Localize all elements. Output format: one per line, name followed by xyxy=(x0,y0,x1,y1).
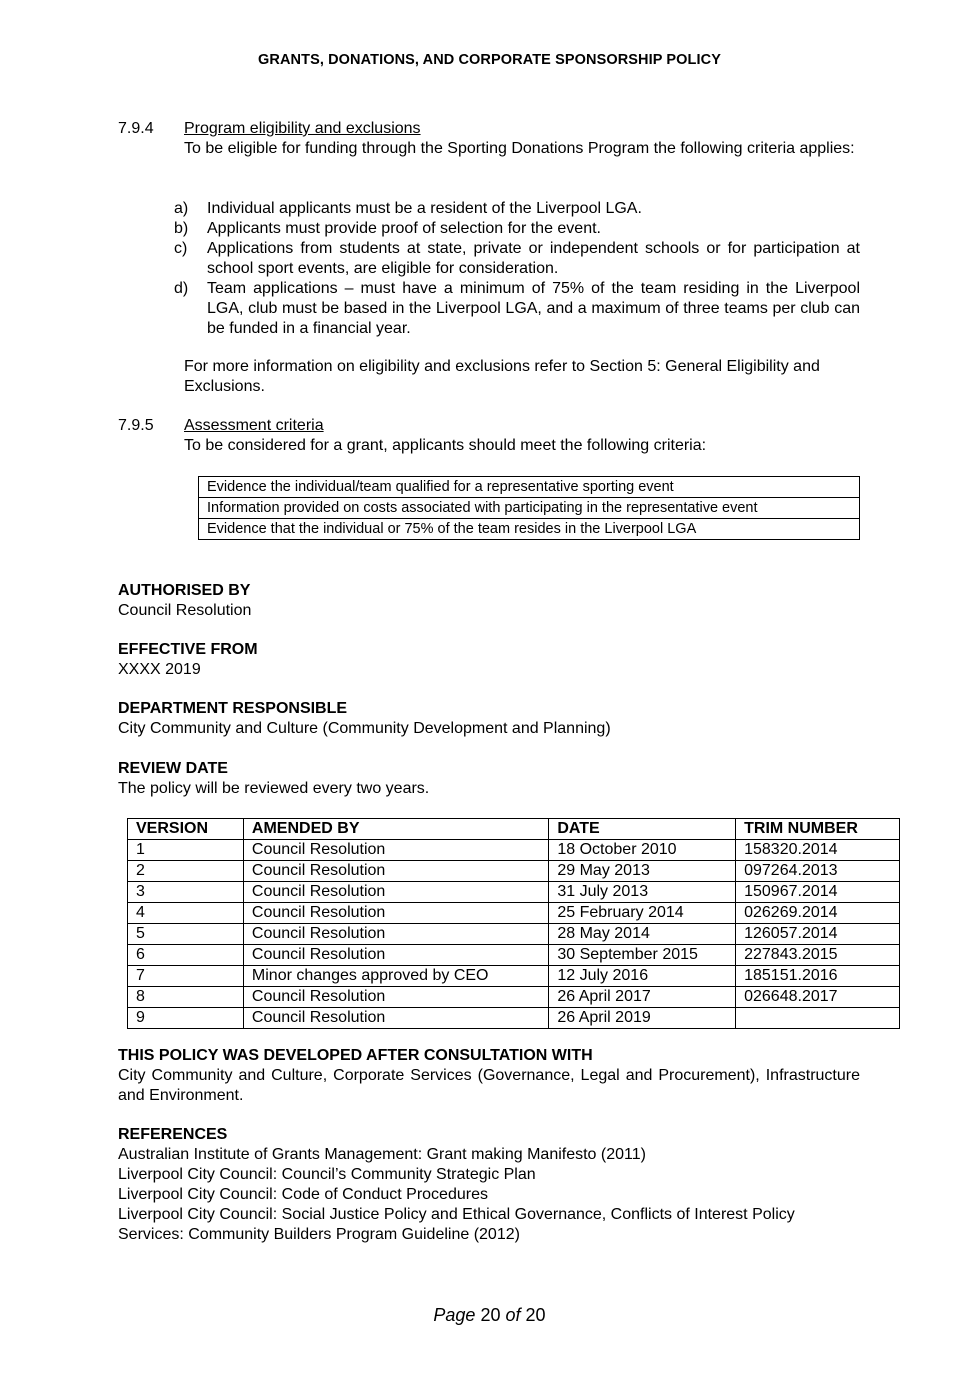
table-row xyxy=(128,987,900,1008)
table-row xyxy=(128,861,900,882)
section-number-7-9-5: 7.9.5 xyxy=(118,417,154,434)
section-7-9-4 xyxy=(184,119,860,159)
table-cell: 5 xyxy=(128,924,244,945)
section-heading: Program eligibility and exclusions xyxy=(184,120,421,137)
table-cell: Evidence the individual/team qualified for a representative sporting event xyxy=(199,477,860,498)
authorised-by-value: Council Resolution xyxy=(118,602,252,619)
section-intro: To be considered for a grant, applicants should meet the following criteria: xyxy=(184,437,707,454)
table-cell: 097264.2013 xyxy=(736,861,900,882)
table-cell: 25 February 2014 xyxy=(549,903,736,924)
table-cell: 31 July 2013 xyxy=(549,882,736,903)
table-cell xyxy=(736,1008,900,1029)
table-cell: 18 October 2010 xyxy=(549,840,736,861)
list-item-text: Applications from students at state, private or independent schools or for participation at school sport events, are eligible for consideration. xyxy=(207,240,860,277)
reference-item: Liverpool City Council: Code of Conduct Procedures xyxy=(118,1186,488,1203)
list-item-label: b) xyxy=(174,220,189,237)
list-item xyxy=(174,219,860,239)
column-header-date: DATE xyxy=(549,819,736,840)
table-cell: 150967.2014 xyxy=(736,882,900,903)
table-cell: 28 May 2014 xyxy=(549,924,736,945)
table-cell: 026648.2017 xyxy=(736,987,900,1008)
table-cell: 12 July 2016 xyxy=(549,966,736,987)
table-row xyxy=(128,882,900,903)
table-row xyxy=(128,840,900,861)
table-cell: Council Resolution xyxy=(243,924,548,945)
table-cell: Evidence that the individual or 75% of the team resides in the Liverpool LGA xyxy=(199,519,860,540)
column-header-version: VERSION xyxy=(128,819,244,840)
more-info-text: For more information on eligibility and exclusions refer to Section 5: General Eligibility and Exclusions. xyxy=(184,358,820,395)
criteria-table xyxy=(198,476,860,540)
department-heading: DEPARTMENT RESPONSIBLE xyxy=(118,700,348,717)
table-cell: Council Resolution xyxy=(243,945,548,966)
table-cell: Council Resolution xyxy=(243,987,548,1008)
references-heading: REFERENCES xyxy=(118,1126,228,1143)
table-cell: Council Resolution xyxy=(243,903,548,924)
department-value: City Community and Culture (Community Development and Planning) xyxy=(118,720,611,737)
column-header-amended-by: AMENDED BY xyxy=(243,819,548,840)
list-item xyxy=(174,279,860,339)
page-total: 20 xyxy=(525,1305,546,1325)
list-item xyxy=(174,239,860,279)
list-item-label: d) xyxy=(174,280,189,297)
list-item-label: a) xyxy=(174,200,189,217)
table-row xyxy=(128,966,900,987)
table-cell: Council Resolution xyxy=(243,840,548,861)
table-cell: 2 xyxy=(128,861,244,882)
reference-item: Liverpool City Council: Social Justice Policy and Ethical Governance, Conflicts of Interest Policy xyxy=(118,1206,795,1223)
references-list xyxy=(118,1145,878,1245)
list-item-text: Team applications – must have a minimum of 75% of the team residing in the Liverpool LGA, club must be based in the Liverpool LGA, and a maximum of three teams per club can be funded in a financial year. xyxy=(207,280,860,337)
list-item-text: Applicants must provide proof of selection for the event. xyxy=(207,220,601,237)
table-row xyxy=(128,924,900,945)
table-cell: 4 xyxy=(128,903,244,924)
table-cell: 29 May 2013 xyxy=(549,861,736,882)
table-cell: 126057.2014 xyxy=(736,924,900,945)
table-cell: Council Resolution xyxy=(243,882,548,903)
table-cell: 158320.2014 xyxy=(736,840,900,861)
table-cell: 026269.2014 xyxy=(736,903,900,924)
consultation-heading: THIS POLICY WAS DEVELOPED AFTER CONSULTATION WITH xyxy=(118,1047,593,1064)
table-row xyxy=(128,903,900,924)
page-header: GRANTS, DONATIONS, AND CORPORATE SPONSORSHIP POLICY xyxy=(258,52,721,68)
table-cell: 227843.2015 xyxy=(736,945,900,966)
page-word: Page xyxy=(433,1305,476,1325)
reference-item: Services: Community Builders Program Guideline (2012) xyxy=(118,1226,520,1243)
table-cell: 1 xyxy=(128,840,244,861)
list-item xyxy=(174,199,860,219)
table-row xyxy=(199,519,860,540)
table-cell: 9 xyxy=(128,1008,244,1029)
of-word: of xyxy=(505,1305,521,1325)
table-cell: 6 xyxy=(128,945,244,966)
section-intro: To be eligible for funding through the Sporting Donations Program the following criteria applies: xyxy=(184,140,855,157)
table-cell: Council Resolution xyxy=(243,1008,548,1029)
eligibility-list xyxy=(174,199,860,339)
table-cell: 30 September 2015 xyxy=(549,945,736,966)
effective-from-heading: EFFECTIVE FROM xyxy=(118,641,258,658)
list-item-text: Individual applicants must be a resident of the Liverpool LGA. xyxy=(207,200,642,217)
table-cell: 7 xyxy=(128,966,244,987)
column-header-trim-number: TRIM NUMBER xyxy=(736,819,900,840)
table-cell: Minor changes approved by CEO xyxy=(243,966,548,987)
table-row xyxy=(199,477,860,498)
reference-item: Australian Institute of Grants Management: Grant making Manifesto (2011) xyxy=(118,1146,646,1163)
page-number: 20 xyxy=(480,1305,501,1325)
table-header-row xyxy=(128,819,900,840)
list-item-label: c) xyxy=(174,240,188,257)
version-table xyxy=(127,818,900,1029)
table-row xyxy=(128,945,900,966)
review-date-heading: REVIEW DATE xyxy=(118,760,228,777)
table-cell: Council Resolution xyxy=(243,861,548,882)
authorised-by-heading: AUTHORISED BY xyxy=(118,582,251,599)
page-footer xyxy=(0,1305,979,1326)
table-cell: 8 xyxy=(128,987,244,1008)
table-row xyxy=(128,1008,900,1029)
table-cell: 3 xyxy=(128,882,244,903)
table-cell: 26 April 2019 xyxy=(549,1008,736,1029)
section-number-7-9-4: 7.9.4 xyxy=(118,120,154,137)
consultation-value: City Community and Culture, Corporate Services (Governance, Legal and Procurement), Infrastructure and Environment. xyxy=(118,1067,860,1104)
reference-item: Liverpool City Council: Council’s Community Strategic Plan xyxy=(118,1166,536,1183)
table-cell: Information provided on costs associated with participating in the representative event xyxy=(199,498,860,519)
table-row xyxy=(199,498,860,519)
section-7-9-5 xyxy=(184,416,860,456)
review-date-value: The policy will be reviewed every two years. xyxy=(118,780,430,797)
table-cell: 26 April 2017 xyxy=(549,987,736,1008)
effective-from-value: XXXX 2019 xyxy=(118,661,201,678)
section-heading: Assessment criteria xyxy=(184,417,324,434)
table-cell: 185151.2016 xyxy=(736,966,900,987)
